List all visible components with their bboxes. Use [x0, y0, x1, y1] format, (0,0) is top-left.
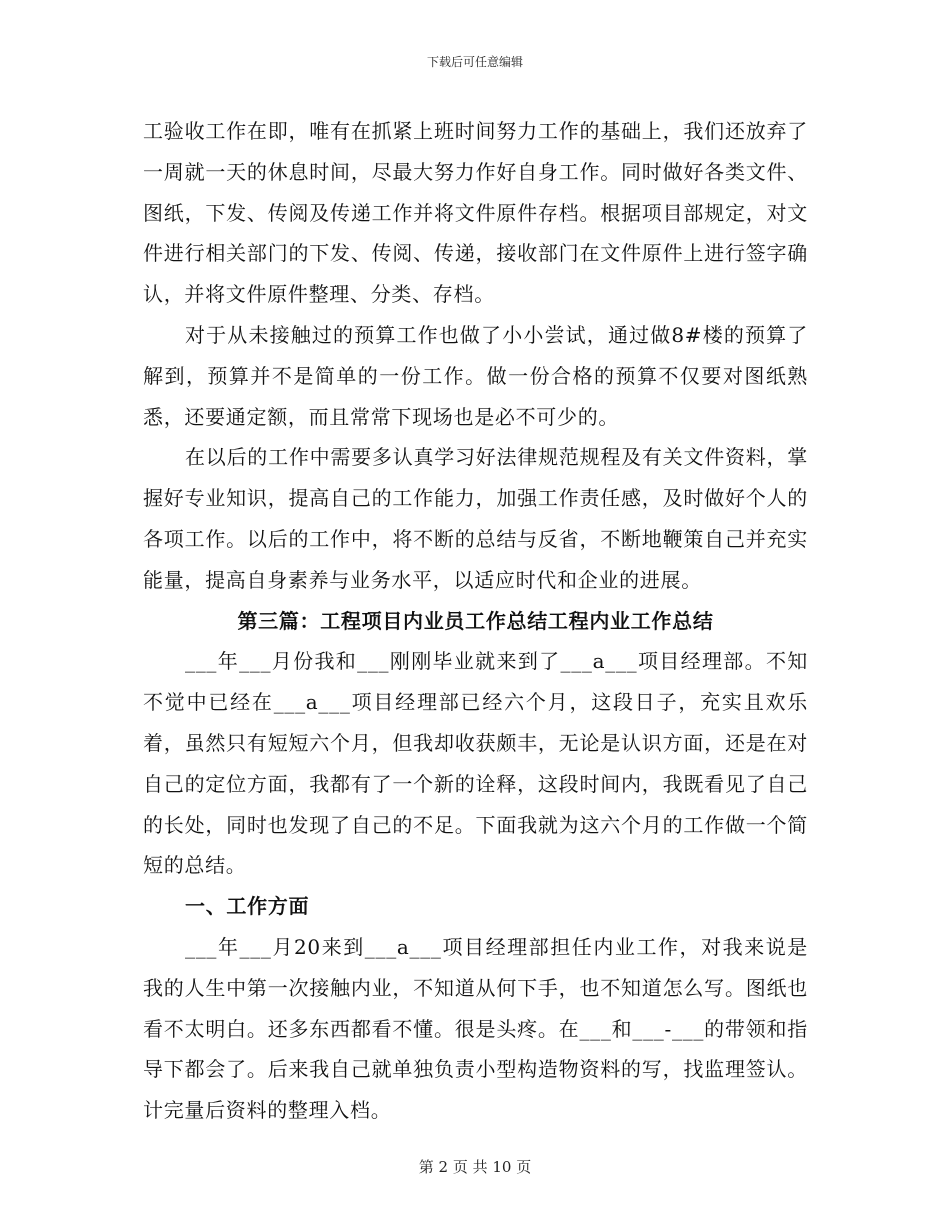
paragraph-4: ___年___月份我和___刚刚毕业就来到了___a___项目经理部。不知不觉中已经在___a___项目经理部已经六个月，这段日子，充实且欢乐着，虽然只有短短六个月，但我却收获颇丰，无论是认识方面，还是在对自己的定位方面，我都有了一个新的诠释，这段时间内，我既看见了自己的长处，同时也发现了自己的不足。下面我就为这六个月的工作做一个简短的总结。	[143, 649, 808, 878]
subheading-work: 一、工作方面	[185, 894, 310, 919]
page-footer: 第 2 页 共 10 页	[418, 1158, 532, 1176]
paragraph-2: 对于从未接触过的预算工作也做了小小尝试，通过做8#楼的预算了解到，预算并不是简单的一份工作。做一份合格的预算不仅要对图纸熟悉，还要通定额，而且常常下现场也是必不可少的。	[143, 322, 808, 429]
page-header: 下载后可任意编辑	[426, 55, 523, 69]
section-heading: 第三篇：工程项目内业员工作总结工程内业工作总结	[237, 608, 714, 633]
paragraph-1: 工验收工作在即，唯有在抓紧上班时间努力工作的基础上，我们还放弃了一周就一天的休息时间，尽最大努力作好自身工作。同时做好各类文件、图纸，下发、传阅及传递工作并将文件原件存档。根据项目部规定，对文件进行相关部门的下发、传阅、传递，接收部门在文件原件上进行签字确认，并将文件原件整理、分类、存档。	[143, 119, 808, 307]
paragraph-5: ___年___月20来到___a___项目经理部担任内业工作，对我来说是我的人生中第一次接触内业，不知道从何下手，也不知道怎么写。图纸也看不太明白。还多东西都看不懂。很是头疼。在___和___-___的带领和指导下都会了。后来我自己就单独负责小型构造物资料的写，找监理签认。计完量后资料的整理入档。	[143, 934, 808, 1123]
paragraph-3: 在以后的工作中需要多认真学习好法律规范规程及有关文件资料，掌握好专业知识，提高自己的工作能力，加强工作责任感，及时做好个人的各项工作。以后的工作中，将不断的总结与反省，不断地鞭策自己并充实能量，提高自身素养与业务水平，以适应时代和企业的进展。	[143, 445, 808, 592]
document-body	[143, 111, 808, 1131]
